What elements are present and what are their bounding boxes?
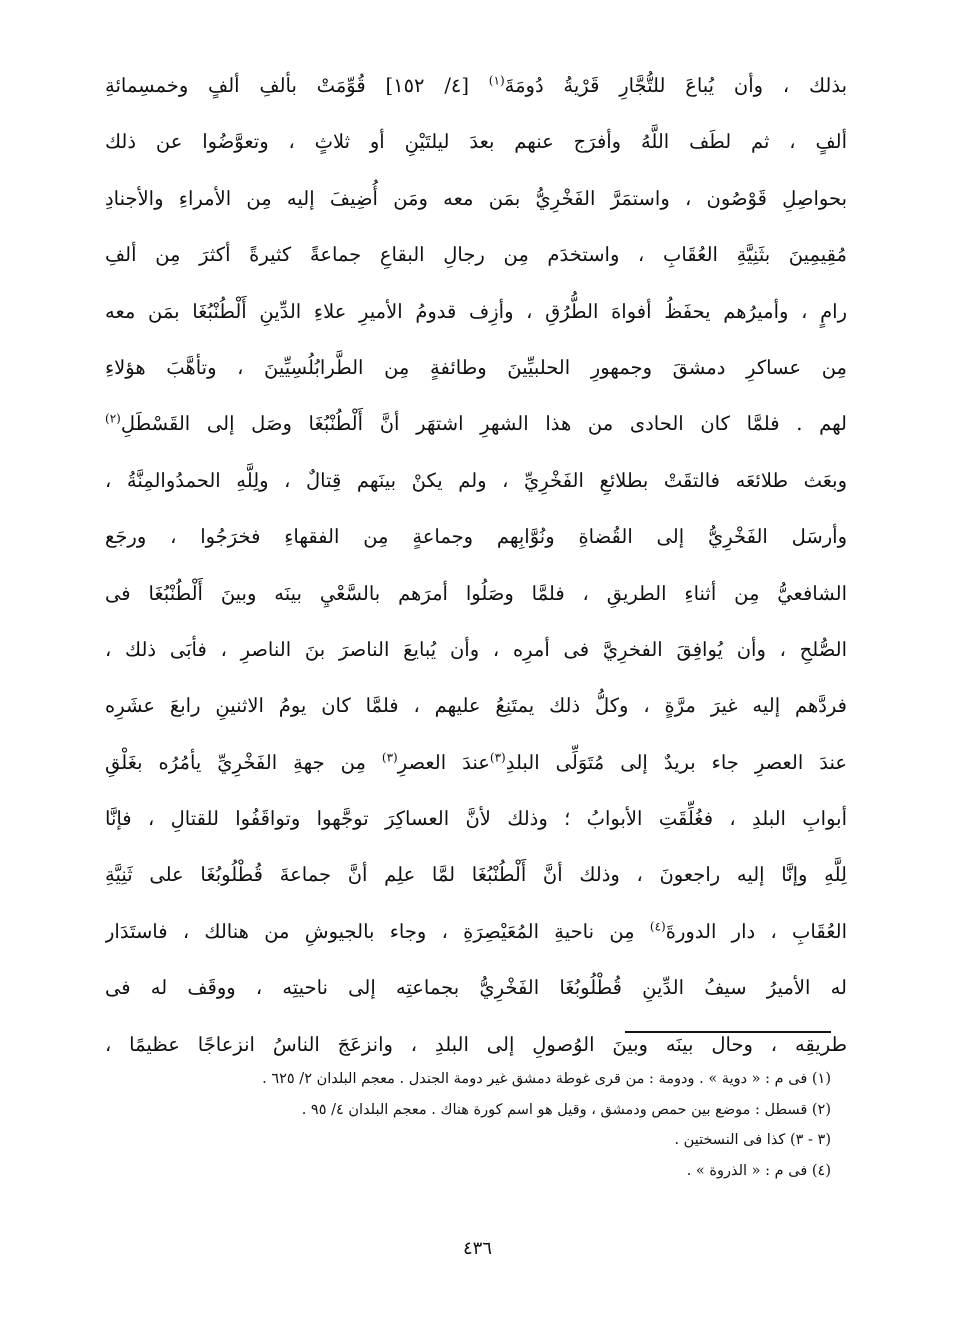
text-line-3: بحواصِلِ قَوْصُون ، واستمَرَّ الفَخْرِيُّ بمَن معه ومَن أُضِيفَ إليه مِن الأمراءِ والأجنادِ <box>105 186 847 210</box>
footnote-marker-2: (٢) <box>105 411 121 426</box>
main-text-block <box>105 58 847 1073</box>
text-line-17: له الأميرُ سيفُ الدِّينِ قُطْلُوبُغَا الفَخْرِيُّ بجماعتِه إلى ناحيتِه ، ووقَف له فى <box>105 976 847 1000</box>
footnote-marker-3-open: (٣) <box>489 750 506 765</box>
footnote-marker-1: (١) <box>488 73 505 88</box>
text-line-12: فردَّهم إليه غيرَ مرَّةٍ ، وكلُّ ذلك يمتَنِعُ عليهم ، فلمَّا كان يومُ الاثنينِ رابعَ عشَرِه <box>105 694 847 718</box>
footnote-marker-3-close: (٣) <box>381 750 398 765</box>
footnote-divider <box>625 1031 831 1033</box>
text-line-9: وأرسَل الفَخْرِيُّ إلى القُضاةِ ونُوَّابِهم وجماعةٍ مِن الفقهاءِ فخرَجُوا ، ورجَع <box>105 525 847 549</box>
text-line-5: رامٍ ، وأميرُهم يحفَظُ أفواهَ الطُّرُقِ ، وأزِف قدومُ الأميرِ علاءِ الدِّينِ أَلْطُنْبُغَا بمَن معه <box>105 299 847 323</box>
footnote-marker-4: (٤) <box>649 919 666 934</box>
text-line-4: مُقِيمِينَ بثَنِيَّةِ العُقَابِ ، واستخدَم مِن رجالِ البقاعِ جماعةً كثيرةً أكثرَ مِن ألفِ <box>105 243 847 267</box>
text-line-18: طريقِه ، وحال بينَه وبينَ الوُصولِ إلى البلدِ ، وانزعَجَ الناسُ انزعاجًا عظيمًا ، <box>105 1032 847 1056</box>
text-line-16: العُقَابِ ، دار الدورةَ$^{(٤)}$ مِن ناحيةِ المُعَيْصِرَةِ ، وجاء بالجيوشِ من هنالك ، فاستَدَار <box>105 919 847 943</box>
text-line-14: أبوابِ البلدِ ، فغُلِّقَتِ الأبوابُ ؛ وذلك لأنَّ العساكِرَ توجَّهوا وتواقَفُوا للقتالِ ، فإنَّا <box>105 807 847 831</box>
text-line-7: لهم . فلمَّا كان الحادى من هذا الشهرِ اشتهَر أنَّ أَلْطُنْبُغَا وصَل إلى القَسْطَلِ$^{(٢)}$ <box>105 411 847 436</box>
text-line-2: ألفٍ ، ثم لطَف اللَّهُ وأفرَج عنهم بعدَ ليلتَيْنِ أو ثلاثٍ ، وتعوَّضُوا عن ذلك <box>105 130 847 154</box>
footnote-2: (٢) قسطل : موضع بين حمص ودمشق ، وقيل هو اسم كورة هناك . معجم البلدان ٤/ ٩٥ . <box>301 1101 831 1118</box>
text-line-15: لِلَّهِ وإنَّا إليه راجعونَ ، وذلك أنَّ أَلْطُنْبُغَا لمَّا علِم أنَّ جماعةَ قُطْلُوبُغَا على ثَنِيَّةِ <box>105 863 847 887</box>
footnote-3: (٣ - ٣) كذا فى النسختين . <box>674 1132 831 1148</box>
footnotes-block <box>131 1064 831 1186</box>
text-line-10: الشافعيُّ مِن أثناءِ الطريقِ ، فلمَّا وصَلُوا أمرَهم بالسَّعْيِ بينَه وبينَ أَلْطُنْبُغَا فى <box>105 581 847 605</box>
text-line-8: وبعَث طلائعَه فالتقَتْ بطلائعِ الفَخْرِيِّ ، ولم يكنْ بينَهم قِتالٌ ، ولِلَّهِ الحمدُوالمِنَّةُ ، <box>105 468 847 492</box>
page-number: ٤٣٦ <box>462 1238 492 1259</box>
text-line-1: بذلك ، وأن يُباعَ للتُّجَّارِ قَرْيةُ دُومَةَ$^{(١)}$ [٤/ ١٥٢] قُوِّمَتْ بألفِ ألفٍ وخمسِمائةِ <box>105 73 847 97</box>
text-line-11: الصُّلحِ ، وأن يُوافِقَ الفخرِيَّ فى أمرِه ، وأن يُبايعَ الناصرَ بنَ الناصرِ ، فأبَى ذلك ، <box>105 637 847 661</box>
text-line-13: عندَ العصرِ جاء بريدٌ إلى مُتَوَلِّى البلدِ$^{(٣)}$عندَ العصرِ$^{(٣)}$ مِن جهةِ الفَخْرِيِّ يأمُرُه بغَلْقِ <box>105 750 847 774</box>
footnote-4: (٤) فى م : « الذروة » . <box>686 1162 831 1179</box>
footnote-1: (١) فى م : « دوية » . ودومة : من قرى غوطة دمشق غير دومة الجندل . معجم البلدان ٢/ ٦٢٥ . <box>262 1071 831 1087</box>
text-line-6: مِن عساكرِ دمشقَ وجمهورِ الحلبيِّينَ وطائفةٍ مِن الطَّرابُلُسِيِّينَ ، وتأهَّبَ هؤلاءِ <box>105 355 847 379</box>
